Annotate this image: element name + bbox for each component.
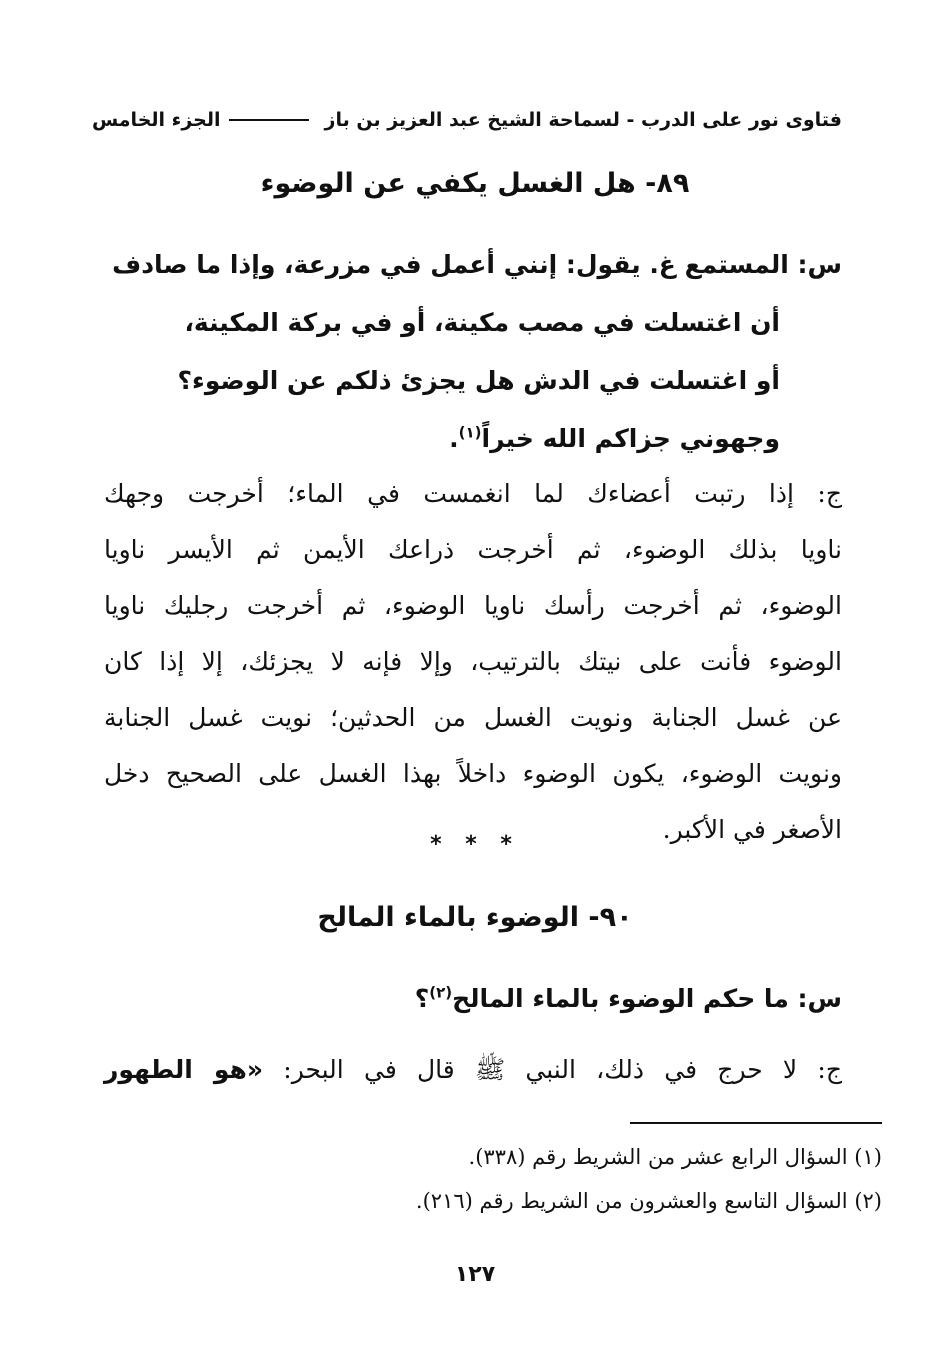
question-90 bbox=[120, 970, 842, 1028]
book-title: فتاوى نور على الدرب - لسماحة الشيخ عبد العزيز بن باز bbox=[324, 109, 842, 131]
question-line bbox=[120, 970, 842, 1028]
answer-text: ج: لا حرج في ذلك، النبي ﷺ قال في البحر: bbox=[263, 1055, 842, 1084]
question-line: أن اغتسلت في مصب مكينة، أو في بركة المكينة، bbox=[184, 308, 780, 337]
section-heading-90: ٩٠- الوضوء بالماء المالح bbox=[317, 902, 633, 933]
question-text: وجهوني جزاكم الله خيراً bbox=[481, 424, 780, 453]
footnote-ref-1[interactable]: (١) bbox=[458, 423, 482, 442]
footnotes bbox=[120, 1135, 882, 1223]
volume-label: الجزء الخامس bbox=[91, 109, 221, 131]
answer-line: عن غسل الجنابة ونويت الغسل من الحدثين؛ نويت غسل الجنابة bbox=[104, 703, 842, 732]
question-end: . bbox=[449, 424, 459, 453]
section-separator: * * * bbox=[430, 832, 520, 857]
answer-line: ناويا بذلك الوضوء، ثم أخرجت ذراعك الأيمن ثم الأيسر ناويا bbox=[104, 535, 842, 564]
answer-line: الوضوء فأنت على نيتك بالترتيب، وإلا فإنه لا يجزئك، إلا إذا كان bbox=[104, 647, 842, 676]
page-number: ١٢٧ bbox=[454, 1262, 496, 1287]
question-line: س: المستمع غ. يقول: إنني أعمل في مزرعة، وإذا ما صادف bbox=[112, 250, 842, 279]
answer-line bbox=[104, 1042, 842, 1098]
question-end: ؟ bbox=[414, 984, 430, 1013]
question-text: س: ما حكم الوضوء بالماء المالح bbox=[452, 984, 842, 1013]
answer-line: الوضوء، ثم أخرجت رأسك ناويا الوضوء، ثم أخرجت رجليك ناويا bbox=[104, 591, 842, 620]
header-rule bbox=[229, 119, 309, 121]
answer-line: ونويت الوضوء، يكون الوضوء داخلاً بهذا الغسل على الصحيح دخل bbox=[104, 759, 842, 788]
running-header-title bbox=[221, 109, 842, 131]
hadith-quote: «هو الطهور bbox=[104, 1055, 264, 1084]
answer-89 bbox=[104, 466, 842, 858]
question-line: أو اغتسلت في الدش هل يجزئ ذلكم عن الوضوء؟ bbox=[177, 366, 780, 395]
footnote-1: (١) السؤال الرابع عشر من الشريط رقم (٣٣٨). bbox=[468, 1145, 882, 1169]
question-line-last bbox=[120, 410, 842, 468]
section-heading-89: ٨٩- هل الغسل يكفي عن الوضوء bbox=[260, 168, 690, 199]
footnote-ref-2[interactable]: (٢) bbox=[429, 983, 453, 1002]
footnote-2: (٢) السؤال التاسع والعشرون من الشريط رقم (٢١٦). bbox=[415, 1189, 882, 1213]
answer-90 bbox=[104, 1042, 842, 1098]
answer-line: الأصغر في الأكبر. bbox=[662, 815, 842, 844]
running-header bbox=[91, 100, 842, 140]
question-89 bbox=[112, 236, 842, 468]
answer-line: ج: إذا رتبت أعضاءك لما انغمست في الماء؛ أخرجت وجهك bbox=[104, 479, 842, 508]
footnote-divider bbox=[630, 1122, 882, 1124]
